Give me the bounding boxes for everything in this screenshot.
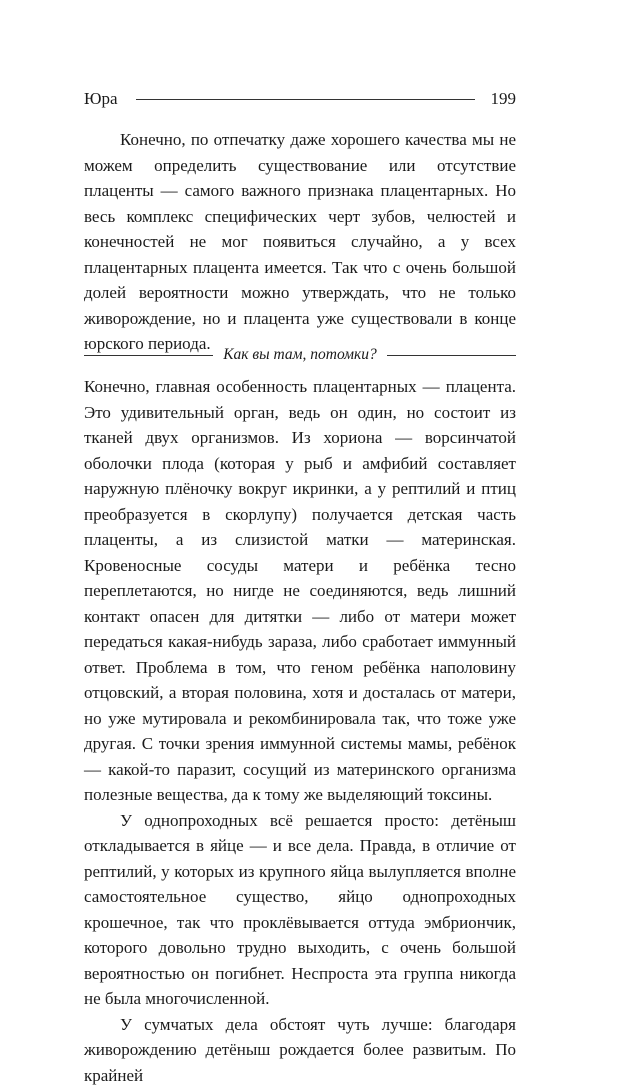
section-rule-left bbox=[84, 355, 213, 356]
section-rule-right bbox=[387, 355, 516, 356]
intro-paragraph: Конечно, по отпечатку даже хорошего качества мы не можем определить существование или отсутствие плаценты — самого важного признака плацентарных. Но весь комплекс специфических черт зубов, челюстей и конечностей не мог появиться случайно, а у всех плацентарных плацента имеется. Так что с очень большой долей вероятности можно утверждать, что не только живорождение, но и плацента уже существовали в конце юрского периода. bbox=[84, 127, 516, 357]
page-header bbox=[84, 86, 516, 112]
page-number: 199 bbox=[491, 86, 517, 112]
section-paragraph-3: У сумчатых дела обстоят чуть лучше: благодаря живорождению детёныш рождается более развитым. По крайней bbox=[84, 1012, 516, 1088]
section-paragraph-2: У однопроходных всё решается просто: детёныш откладывается в яйце — и все дела. Правда, в отличие от рептилий, у которых из крупного яйца вылупляется вполне самостоятельное существо, яйцо однопроходных крошечное, так что проклёвывается оттуда эмбриончик, которого довольно трудно выходить, с очень большой вероятностью он погибнет. Неспроста эта группа никогда не была многочисленной. bbox=[84, 808, 516, 1012]
running-title: Юра bbox=[84, 86, 118, 112]
section-paragraph-1: Конечно, главная особенность плацентарных — плацента. Это удивительный орган, ведь он один, но состоит из тканей двух организмов. Из хориона — ворсинчатой оболочки плода (которая у рыб и амфибий составляет наружную плёночку вокруг икринки, а у рептилий и птиц преобразуется в скорлупу) получается детская часть плаценты, а из слизистой матки — материнская. Кровеносные сосуды матери и ребёнка тесно переплетаются, но нигде не соединяются, ведь лишний контакт опасен для дитятки — либо от матери может передаться какая-нибудь зараза, либо сработает иммунный ответ. Проблема в том, что геном ребёнка наполовину отцовский, а вторая половина, хотя и досталась от матери, но уже мутировала и рекомбинировала так, что тоже уже другая. С точки зрения иммунной системы мамы, ребёнок — какой-то паразит, сосущий из материнского организма полезные вещества, да к тому же выделяющий токсины. bbox=[84, 374, 516, 808]
intro-text-block bbox=[84, 127, 516, 357]
section-heading bbox=[84, 343, 516, 367]
section-text-block bbox=[84, 374, 516, 1088]
section-title: Как вы там, потомки? bbox=[213, 343, 387, 367]
header-rule bbox=[136, 99, 475, 100]
